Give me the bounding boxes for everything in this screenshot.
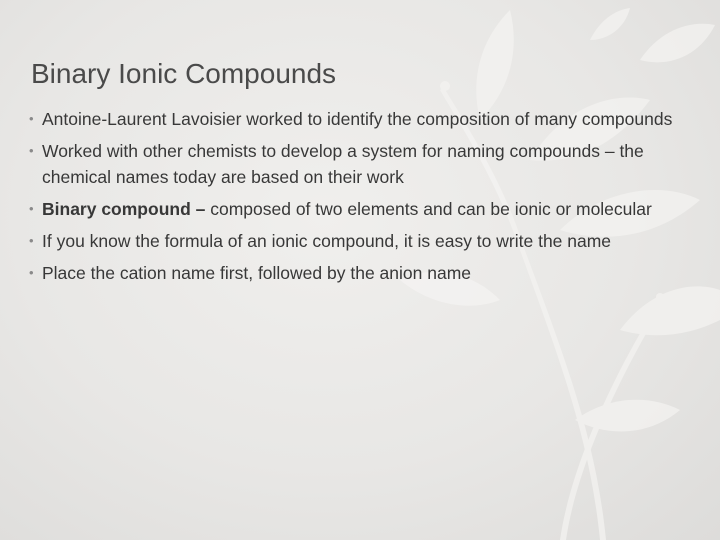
bullet-text: Worked with other chemists to develop a system for naming compounds – the chemical names today are based on their work	[42, 141, 644, 187]
bullet-icon: •	[29, 265, 34, 280]
bullet-icon: •	[29, 111, 34, 126]
bullet-icon: •	[29, 201, 34, 216]
slide-title: Binary Ionic Compounds	[31, 58, 337, 89]
bullet-item	[29, 228, 689, 254]
bullet-icon: •	[29, 143, 34, 158]
bullet-item	[29, 260, 689, 286]
bullet-list	[29, 106, 689, 292]
bullet-text: Place the cation name first, followed by the anion name	[42, 263, 471, 283]
bullet-text: Antoine-Laurent Lavoisier worked to identify the composition of many compounds	[42, 109, 673, 129]
bullet-icon: •	[29, 233, 34, 248]
bullet-item	[29, 138, 689, 190]
bullet-term: Binary compound –	[42, 199, 206, 219]
bullet-item	[29, 196, 689, 222]
bullet-text: composed of two elements and can be ionic or molecular	[205, 199, 652, 219]
bullet-item	[29, 106, 689, 132]
bullet-text: If you know the formula of an ionic compound, it is easy to write the name	[42, 231, 612, 251]
